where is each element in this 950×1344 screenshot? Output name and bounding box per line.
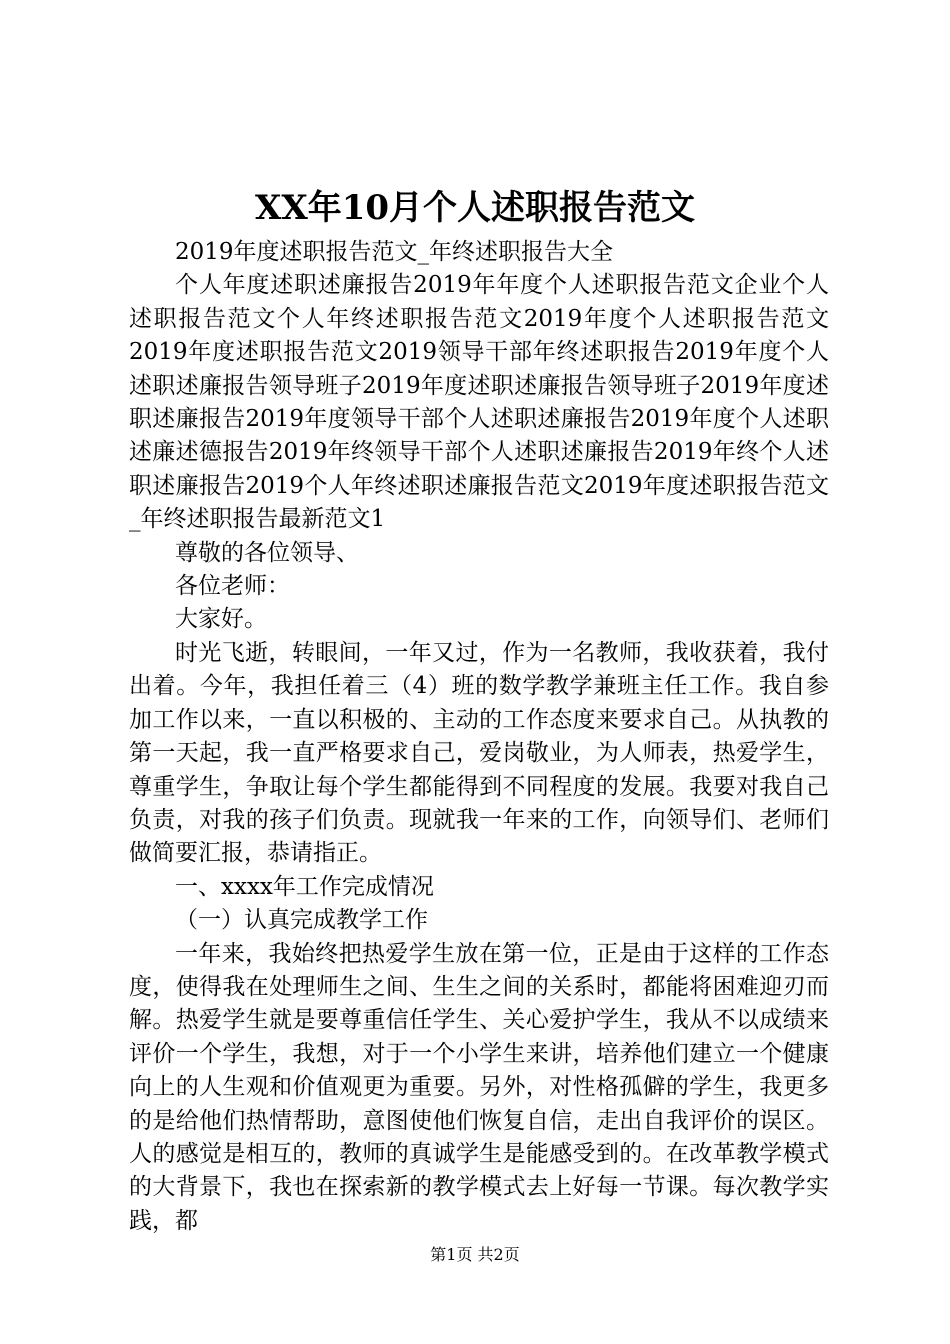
- page-footer: 第1页 共2页: [430, 1245, 520, 1264]
- section-heading-1: 一、xxxx年工作完成情况: [175, 873, 434, 900]
- document-title: XX年10月个人述职报告范文: [254, 188, 696, 228]
- paragraph-salutation-teachers: 各位老师：: [175, 573, 290, 600]
- paragraph-keyword-list: 个人年度述职述廉报告2019年年度个人述职报告范文企业个人述职报告范文个人年终述职报告范文2019年度个人述职报告范文2019年度述职报告范文2019领导干部年终述职报告2019年度个人述职述廉报告领导班子2019年度述职述廉报告领导班子2019年度述职述廉报告2019年度领导干部个人述职述廉报告2019年度个人述职述廉述德报告2019年终领导干部个人述职述廉报告2019年终个人述职述廉报告2019个人年终述职述廉报告范文2019年度述职报告范文_年终述职报告最新范文1: [129, 272, 829, 533]
- paragraph-greeting: 大家好。: [175, 606, 267, 633]
- subsection-heading-1: （一）认真完成教学工作: [175, 907, 428, 934]
- paragraph-salutation-leaders: 尊敬的各位领导、: [175, 539, 359, 566]
- paragraph-introduction: 时光飞逝，转眼间，一年又过，作为一名教师，我收获着，我付出着。今年，我担任着三（4）班的数学教学兼班主任工作。我自参加工作以来，一直以积极的、主动的工作态度来要求自己。从执教的第一天起，我一直严格要求自己，爱岗敬业，为人师表，热爱学生，尊重学生，争取让每个学生都能得到不同程度的发展。我要对我自己负责，对我的孩子们负责。现就我一年来的工作，向领导们、老师们做简要汇报，恭请指正。: [129, 639, 829, 867]
- paragraph-subtitle: 2019年度述职报告范文_年终述职报告大全: [175, 239, 614, 265]
- paragraph-teaching-work: 一年来，我始终把热爱学生放在第一位，正是由于这样的工作态度，使得我在处理师生之间、生生之间的关系时，都能将困难迎刃而解。热爱学生就是要尊重信任学生、关心爱护学生，我从不以成绩来评价一个学生，我想，对于一个小学生来讲，培养他们建立一个健康向上的人生观和价值观更为重要。另外，对性格孤僻的学生，我更多的是给他们热情帮助，意图使他们恢复自信，走出自我评价的误区。人的感觉是相互的，教师的真诚学生是能感受到的。在改革教学模式的大背景下，我也在探索新的教学模式去上好每一节课。每次教学实践，都: [129, 940, 829, 1234]
- document-body: [129, 236, 829, 1238]
